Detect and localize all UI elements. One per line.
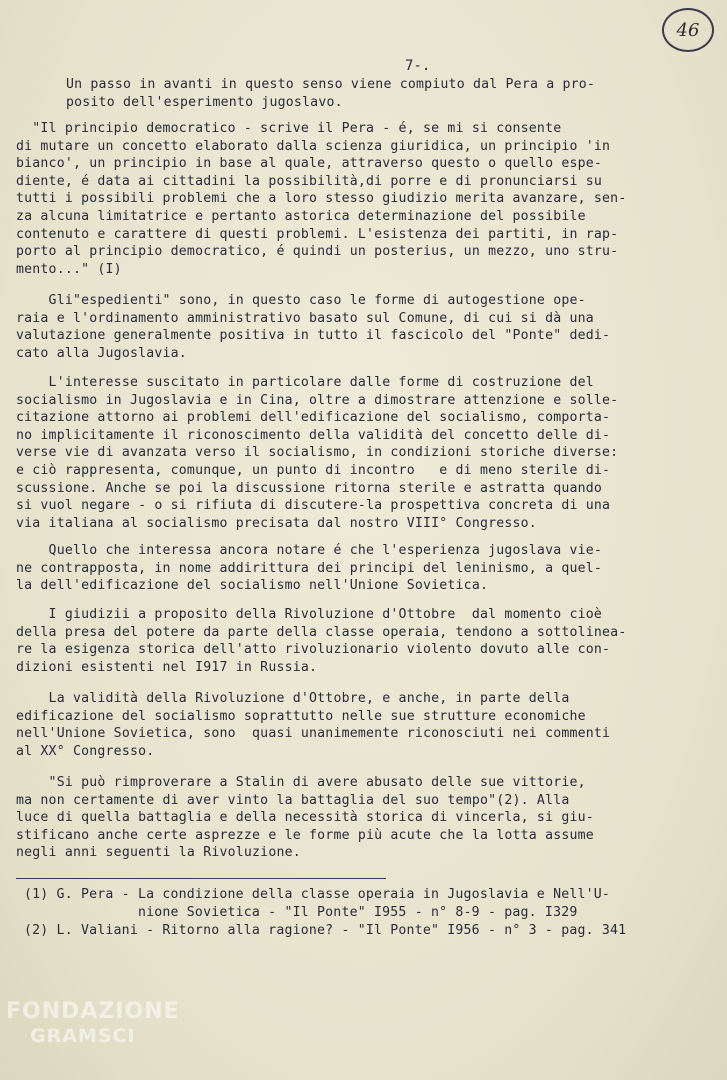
paragraph-validita: La validità della Rivoluzione d'Ottobre, e anche, in parte della edificazione del socialismo soprattutto nelle sue strutture economiche nell'Unione Sovietica, sono quasi unanimemente riconosciuti nei commenti al XX° Congresso.	[16, 691, 611, 759]
paragraph-quote-pera: "Il principio democratico - scrive il Pera - é, se mi si consente di mutare un concetto elaborato dalla scienza giuridica, un principio 'in bianco', un principio in base al quale, attraverso questo o quello espe- diente, é data ai cittadini la possibilità,di porre e di pronunciarsi su tutti i possibili problemi che a loro stesso giudizio merita avanzare, sen- za alcuna limitatrice e pertanto astorica determinazione del possibile contenuto e carattere di questi problemi. L'esistenza dei partiti, in rap- porto al principio democratico, é quindi un posterius, un mezzo, uno stru- mento..." (I)	[16, 121, 627, 277]
fondazione-gramsci-watermark: FONDAZIONE GRAMSCI	[6, 999, 180, 1047]
paragraph-interesse: L'interesse suscitato in particolare dalle forme di costruzione del socialismo in Jugoslavia e in Cina, oltre a dimostrare attenzione e solle- citazione attorno ai problemi dell'edificazione del socialismo, comporta- no implicitamente il riconoscimento della validità del concetto delle di- verse vie di avanzata verso il socialismo, in condizioni storiche diverse: e ciò rappresenta, comunque, un punto di incontro e di meno sterile di- scussione. Anche se poi la discussione ritorna sterile e astratta quando si vuol negare - o si rifiuta di discutere-la prospettiva concreta di una via italiana al socialismo precisata dal nostro VIII° Congresso.	[16, 375, 619, 531]
paragraph-intro: Un passo in avanti in questo senso viene compiuto dal Pera a pro- posito dell'esperimento jugoslavo.	[66, 77, 596, 110]
page-number: 7-.	[405, 58, 431, 74]
paragraph-esperienza-jugoslava: Quello che interessa ancora notare é che l'esperienza jugoslava vie- ne contrapposta, in nome addirittura dei principi del leninismo, a quel- la dell'edificazione del socialismo nell'Unione Sovietica.	[16, 543, 603, 594]
footnote-2: (2) L. Valiani - Ritorno alla ragione? - "Il Ponte" I956 - n° 3 - pag. 341	[24, 923, 627, 938]
paragraph-rivoluzione-ottobre: I giudizii a proposito della Rivoluzione d'Ottobre dal momento cioè della presa del potere da parte della classe operaia, tendono a sottolinea- re la esigenza storica dell'atto rivoluzionario violento dovuto alle con- dizioni esistenti nel I917 in Russia.	[16, 607, 627, 675]
paragraph-stalin-quote: "Si può rimproverare a Stalin di avere abusato delle sue vittorie, ma non certamente di aver vinto la battaglia del suo tempo"(2). Alla luce di quella battaglia e della necessità storica di vincerla, si giu- stificano anche certe asprezze e le forme più acute che la lotta assume negli anni seguenti la Rivoluzione.	[16, 775, 594, 861]
archive-page-stamp: 46	[662, 8, 714, 52]
footnote-divider	[16, 878, 386, 879]
footnote-1: (1) G. Pera - La condizione della classe operaia in Jugoslavia e Nell'U- nione Sovietica - "Il Ponte" I955 - n° 8-9 - pag. I329	[24, 887, 611, 920]
paragraph-espedienti: Gli"espedienti" sono, in questo caso le forme di autogestione ope- raia e l'ordinamento amministrativo basato sul Comune, di cui si dà una valutazione generalmente positiva in tutto il fascicolo del "Ponte" dedi- cato alla Jugoslavia.	[16, 293, 611, 361]
